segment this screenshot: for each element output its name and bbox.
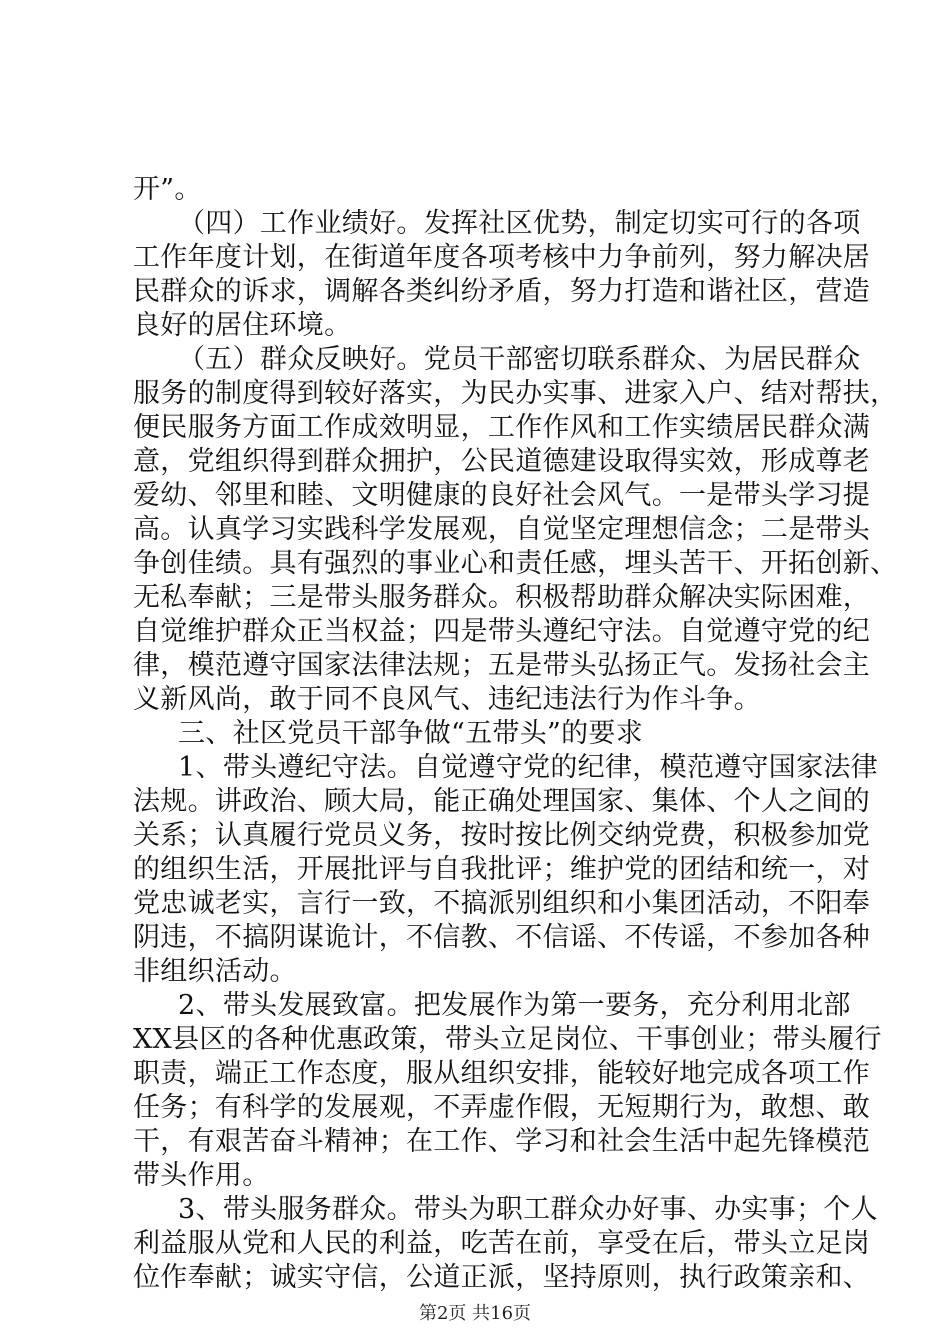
section-heading: 三、社区党员干部争做“五带头”的要求: [178, 718, 644, 749]
text-line: 工作年度计划，在街道年度各项考核中力争前列，努力解决居: [133, 242, 871, 273]
text-line: 高。认真学习实践科学发展观，自觉坚定理想信念；二是带头: [133, 514, 871, 545]
text-line: 律，模范遵守国家法律法规；五是带头弘扬正气。发扬社会主: [133, 650, 871, 681]
text-line: 职责，端正工作态度，服从组织安排，能较好地完成各项工作: [133, 1058, 871, 1089]
text-line: 自觉维护群众正当权益；四是带头遵纪守法。自觉遵守党的纪: [133, 616, 871, 647]
text-line: 服务的制度得到较好落实，为民办实事、进家入户、结对帮扶，: [133, 378, 898, 409]
item-heading-2: 2、带头发展致富。把发展作为第一要务，充分利用北部: [178, 990, 851, 1021]
text-line: 干，有艰苦奋斗精神；在工作、学习和社会生活中起先锋模范: [133, 1126, 871, 1157]
text-line: 便民服务方面工作成效明显，工作作风和工作实绩居民群众满: [133, 412, 871, 443]
text-line: 良好的居住环境。: [133, 310, 352, 341]
text-line: 任务；有科学的发展观，不弄虚作假，无短期行为，敢想、敢: [133, 1092, 871, 1123]
text-line: 党忠诚老实，言行一致，不搞派别组织和小集团活动，不阳奉: [133, 888, 871, 919]
text-line: 带头作用。: [133, 1160, 270, 1191]
text-line: 非组织活动。: [133, 956, 297, 987]
text-line: 开”。: [133, 174, 202, 205]
text-line: 关系；认真履行党员义务，按时按比例交纳党费，积极参加党: [133, 820, 871, 851]
text-line: 的组织生活，开展批评与自我批评；维护党的团结和统一，对: [133, 854, 871, 885]
text-line: 阴违，不搞阴谋诡计，不信教、不信谣、不传谣，不参加各种: [133, 922, 871, 953]
page-number-footer: 第2页 共16页: [418, 1303, 532, 1324]
item-heading-1: 1、带头遵纪守法。自觉遵守党的纪律，模范遵守国家法律: [178, 752, 878, 783]
text-line: 义新风尚，敢于同不良风气、违纪违法行为作斗争。: [133, 684, 761, 715]
text-line: 民群众的诉求，调解各类纠纷矛盾，努力打造和谐社区，营造: [133, 276, 871, 307]
text-line: 位作奉献；诚实守信，公道正派，坚持原则，执行政策亲和、: [133, 1262, 871, 1293]
item-heading-3: 3、带头服务群众。带头为职工群众办好事、办实事；个人: [178, 1194, 878, 1225]
text-line: 法规。讲政治、顾大局，能正确处理国家、集体、个人之间的: [133, 786, 871, 817]
paragraph-heading-five: （五）群众反映好。党员干部密切联系群众、为居民群众: [178, 344, 861, 375]
text-line: 无私奉献；三是带头服务群众。积极帮助群众解决实际困难，: [133, 582, 871, 613]
text-line: 意，党组织得到群众拥护，公民道德建设取得实效，形成尊老: [133, 446, 871, 477]
text-line: 利益服从党和人民的利益，吃苦在前，享受在后，带头立足岗: [133, 1228, 871, 1259]
paragraph-heading-four: （四）工作业绩好。发挥社区优势，制定切实可行的各项: [178, 208, 861, 239]
text-line: 爱幼、邻里和睦、文明健康的良好社会风气。一是带头学习提: [133, 480, 871, 511]
text-line: 争创佳绩。具有强烈的事业心和责任感，埋头苦干、开拓创新、: [133, 548, 898, 579]
text-line: XX县区的各种优惠政策，带头立足岗位、干事创业；带头履行: [133, 1024, 882, 1055]
